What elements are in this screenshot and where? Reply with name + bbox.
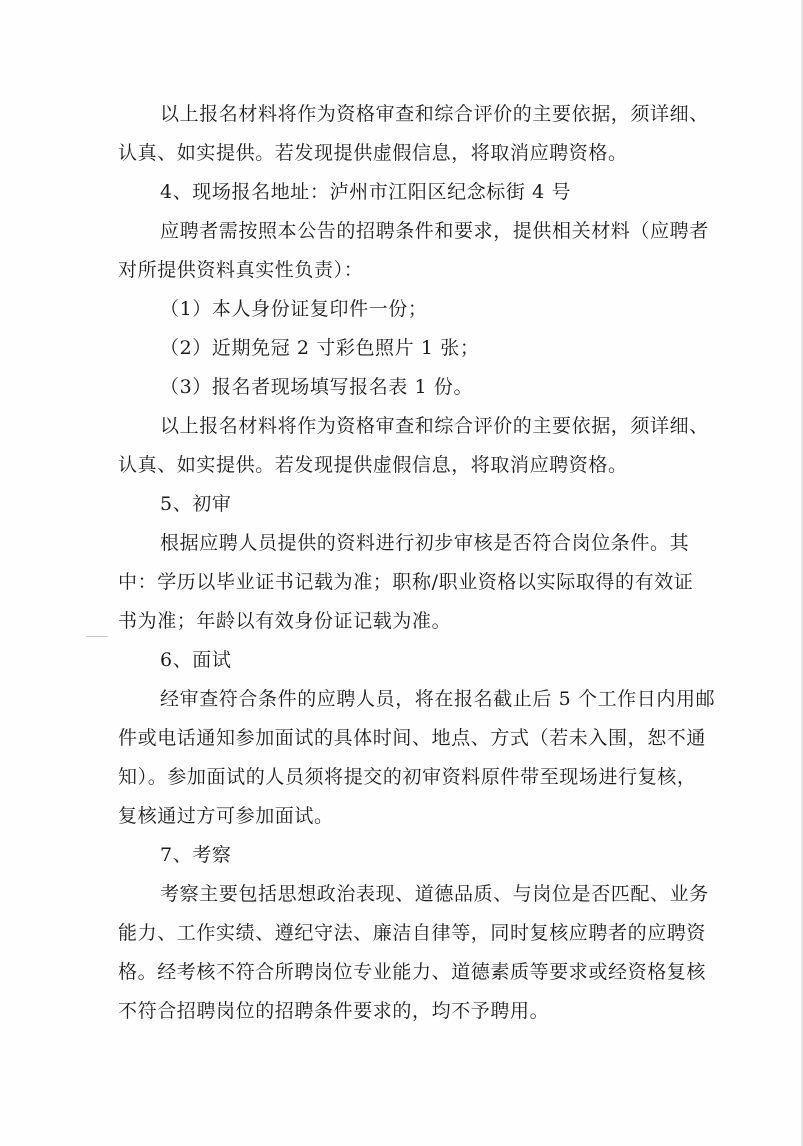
paragraph-review-rules-cont-2: 书为准；年龄以有效身份证记载为准。 — [118, 610, 452, 632]
paragraph-materials-basis-2-cont: 认真、如实提供。若发现提供虚假信息，将取消应聘资格。 — [118, 454, 628, 476]
list-item-photo: （2）近期免冠 2 寸彩色照片 1 张； — [160, 337, 480, 359]
list-item-form: （3）报名者现场填写报名表 1 份。 — [160, 376, 474, 398]
scan-mark — [86, 636, 108, 637]
paragraph-interview-notice-cont-2: 知）。参加面试的人员须将提交的初审资料原件带至现场进行复核， — [118, 766, 697, 788]
paragraph-interview-notice: 经审查符合条件的应聘人员，将在报名截止后 5 个工作日内用邮 — [160, 688, 716, 710]
paragraph-inspection-scope: 考察主要包括思想政治表现、道德品质、与岗位是否匹配、业务 — [160, 883, 709, 905]
paragraph-review-rules: 根据应聘人员提供的资料进行初步审核是否符合岗位条件。其 — [160, 532, 690, 554]
heading-inspection: 7、考察 — [160, 844, 232, 866]
heading-preliminary-review: 5、初审 — [160, 493, 232, 515]
paragraph-interview-notice-cont-1: 件或电话通知参加面试的具体时间、地点、方式（若未入围，恕不通 — [118, 727, 707, 749]
paragraph-inspection-scope-cont-1: 能力、工作实绩、遵纪守法、廉洁自律等，同时复核应聘者的应聘资 — [118, 922, 707, 944]
heading-interview: 6、面试 — [160, 649, 232, 671]
heading-onsite-address: 4、现场报名地址：泸州市江阳区纪念标街 4 号 — [160, 181, 572, 203]
paragraph-applicant-materials-cont: 对所提供资料真实性负责）： — [118, 259, 364, 281]
list-item-id-copy: （1）本人身份证复印件一份； — [160, 298, 428, 320]
paragraph-inspection-scope-cont-3: 不符合招聘岗位的招聘条件要求的，均不予聘用。 — [118, 1000, 550, 1022]
paragraph-materials-basis: 以上报名材料将作为资格审查和综合评价的主要依据，须详细、 — [160, 103, 709, 125]
paragraph-materials-basis-cont: 认真、如实提供。若发现提供虚假信息，将取消应聘资格。 — [118, 142, 628, 164]
paragraph-applicant-materials: 应聘者需按照本公告的招聘条件和要求，提供相关材料（应聘者 — [160, 220, 709, 242]
paragraph-interview-notice-cont-3: 复核通过方可参加面试。 — [118, 805, 334, 827]
paragraph-materials-basis-2: 以上报名材料将作为资格审查和综合评价的主要依据，须详细、 — [160, 415, 709, 437]
paragraph-inspection-scope-cont-2: 格。经考核不符合所聘岗位专业能力、道德素质等要求或经资格复核 — [118, 961, 707, 983]
paragraph-review-rules-cont-1: 中：学历以毕业证书记载为准；职称/职业资格以实际取得的有效证 — [118, 571, 694, 593]
